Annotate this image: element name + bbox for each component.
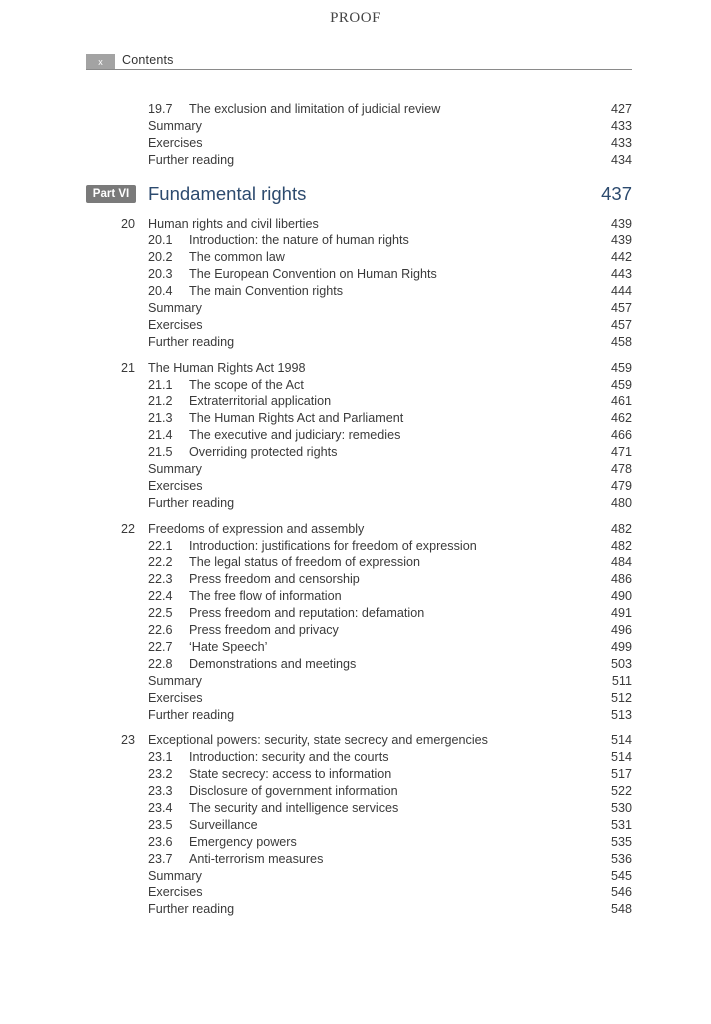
section-number: 22.2 [148,555,173,570]
section-title: The Human Rights Act and Parliament [189,411,404,426]
toc-entry [0,588,711,605]
section-number: 20.3 [148,267,173,282]
toc-entry [0,495,711,512]
chapter-entry [0,360,711,377]
section-title: Demonstrations and meetings [189,656,357,671]
section-number: 19.7 [148,102,173,116]
section-title: Summary [148,118,202,133]
part-badge: Part VI [86,185,136,203]
page-number: 444 [610,284,632,299]
toc-entry [0,266,711,283]
section-number: 21.1 [148,377,173,392]
toc-entry [0,101,711,118]
page-number: 514 [610,750,632,765]
section-title: Press freedom and reputation: defamation [189,606,425,621]
page-number: 545 [610,868,632,883]
section-title: ‘Hate Speech’ [189,639,268,654]
section-title: Introduction: security and the courts [189,750,389,765]
part-page-number: 437 [601,182,632,204]
toc-entry [0,461,711,478]
page-number: 482 [610,521,632,536]
section-number: 22.4 [148,589,173,604]
section-number: 23.7 [148,851,173,866]
toc-entry [0,673,711,690]
toc-entry [0,817,711,834]
page-number: 546 [610,885,632,900]
chapter-number: 20 [121,216,136,231]
chapter-entry [0,216,711,233]
section-title: Exercises [148,690,203,705]
toc-entry [0,538,711,555]
page-number: 459 [610,377,632,392]
toc-entry [0,707,711,724]
section-number: 22.1 [148,538,173,553]
toc-entry [0,783,711,800]
section-title: Summary [148,868,202,883]
section-number: 20.4 [148,284,173,299]
toc-entry [0,690,711,707]
page-number: 461 [610,394,632,409]
page-number: 503 [610,656,632,671]
part-title: Fundamental rights [148,182,307,204]
page-number: 443 [610,267,632,282]
chapter-gap [0,351,711,360]
section-number: 22.7 [148,639,173,654]
chapter-title: Exceptional powers: security, state secrecy and emergencies [148,733,488,748]
page-number: 479 [610,478,632,493]
toc-entry [0,868,711,885]
section-title: Introduction: justifications for freedom of expression [189,538,477,553]
page-number-badge: x [86,54,115,69]
section-title: Press freedom and privacy [189,623,339,638]
page-number: 482 [610,538,632,553]
page-number: 439 [610,216,632,231]
section-title: Exercises [148,317,203,332]
chapter-entry [0,732,711,749]
section-number: 22.5 [148,606,173,621]
section-title: The executive and judiciary: remedies [189,428,401,443]
page-number: 478 [610,462,632,477]
section-number: 20.2 [148,250,173,265]
page-number: 512 [610,690,632,705]
page-number: 484 [610,555,632,570]
toc-entry [0,884,711,901]
section-title: Summary [148,301,202,316]
page-number: 433 [610,118,632,133]
chapter-gap [0,512,711,521]
section-number: 21.4 [148,428,173,443]
chapter-number: 22 [121,521,136,536]
page-number: 466 [610,428,632,443]
running-header [86,53,632,70]
page-number: 427 [610,102,632,116]
section-title: Introduction: the nature of human rights [189,233,409,248]
section-title: Further reading [148,495,235,510]
toc-entry [0,118,711,135]
toc-entry [0,249,711,266]
toc-entry [0,300,711,317]
section-number: 23.2 [148,767,173,782]
page-number: 462 [610,411,632,426]
page-number: 457 [610,317,632,332]
section-title: Further reading [148,707,235,722]
section-title: Surveillance [189,817,258,832]
toc-entry [0,656,711,673]
part-heading [0,182,711,208]
toc-entry [0,377,711,394]
page-number: 513 [610,707,632,722]
section-title: Further reading [148,152,235,167]
page-number: 522 [610,784,632,799]
toc-entry [0,444,711,461]
section-title: Anti-terrorism measures [189,851,324,866]
section-title: The main Convention rights [189,284,344,299]
page-number: 517 [610,767,632,782]
section-number: 22.3 [148,572,173,587]
toc-entry [0,766,711,783]
page-number: 531 [610,817,632,832]
toc-entry [0,152,711,169]
page-number: 496 [610,623,632,638]
toc-entry [0,605,711,622]
toc-entry [0,901,711,918]
section-title: The legal status of freedom of expression [189,555,421,570]
section-title: Exercises [148,478,203,493]
page-number: 442 [610,250,632,265]
section-number: 20.1 [148,233,173,248]
toc-entry [0,834,711,851]
section-title: Press freedom and censorship [189,572,360,587]
chapter-title: Freedoms of expression and assembly [148,521,365,536]
page-number: 530 [610,800,632,815]
chapter-title: Human rights and civil liberties [148,216,319,231]
section-number: 23.4 [148,800,173,815]
toc-entry [0,800,711,817]
section-number: 21.2 [148,394,173,409]
table-of-contents [0,101,711,918]
toc-entry [0,851,711,868]
page-number: 486 [610,572,632,587]
toc-entry [0,749,711,766]
section-title: Overriding protected rights [189,445,338,460]
section-number: 23.6 [148,834,173,849]
section-number: 22.6 [148,623,173,638]
section-title: The security and intelligence services [189,800,399,815]
section-title: Further reading [148,902,235,917]
toc-entry [0,410,711,427]
toc-entry [0,478,711,495]
section-title: The exclusion and limitation of judicial review [189,102,441,116]
chapter-entry [0,521,711,538]
toc-entry [0,622,711,639]
page-number: 434 [610,152,632,167]
section-number: 22.8 [148,656,173,671]
toc-entry [0,571,711,588]
page-number: 490 [610,589,632,604]
section-title: Disclosure of government information [189,784,398,799]
toc-entry [0,334,711,351]
section-title: The European Convention on Human Rights [189,267,437,282]
section-title: The scope of the Act [189,377,304,392]
toc-entry [0,232,711,249]
section-number: 23.5 [148,817,173,832]
section-title: Summary [148,462,202,477]
page-number: 439 [610,233,632,248]
section-title: Emergency powers [189,834,297,849]
page-number: 548 [610,902,632,917]
proof-mark: PROOF [330,10,381,26]
chapter-title: The Human Rights Act 1998 [148,360,306,375]
page-number: 458 [610,334,632,349]
toc-entry [0,135,711,152]
chapter-number: 23 [121,733,136,748]
toc-entry [0,554,711,571]
page-number: 514 [610,733,632,748]
toc-entry [0,393,711,410]
section-title: The free flow of information [189,589,342,604]
section-title: The common law [189,250,285,265]
section-number: 21.3 [148,411,173,426]
section-title: Further reading [148,334,235,349]
page-number: 511 [611,673,632,688]
page-number: 459 [610,360,632,375]
page-number: 499 [610,639,632,654]
section-title: State secrecy: access to information [189,767,392,782]
section-number: 21.5 [148,445,173,460]
chapter-number: 21 [121,360,136,375]
toc-entry [0,427,711,444]
page-number: 433 [610,135,632,150]
page-number: 491 [610,606,632,621]
chapter-gap [0,723,711,732]
section-title: Exercises [148,135,203,150]
section-title: Extraterritorial application [189,394,332,409]
page-number: 457 [610,301,632,316]
page-number: 471 [610,445,632,460]
page-number: 535 [610,834,632,849]
section-title: Exercises [148,885,203,900]
page-number: 480 [610,495,632,510]
running-header-title: Contents [122,53,174,67]
page-number: 536 [610,851,632,866]
section-number: 23.1 [148,750,173,765]
section-number: 23.3 [148,784,173,799]
toc-entry [0,317,711,334]
section-title: Summary [148,673,202,688]
toc-entry [0,283,711,300]
toc-entry [0,639,711,656]
